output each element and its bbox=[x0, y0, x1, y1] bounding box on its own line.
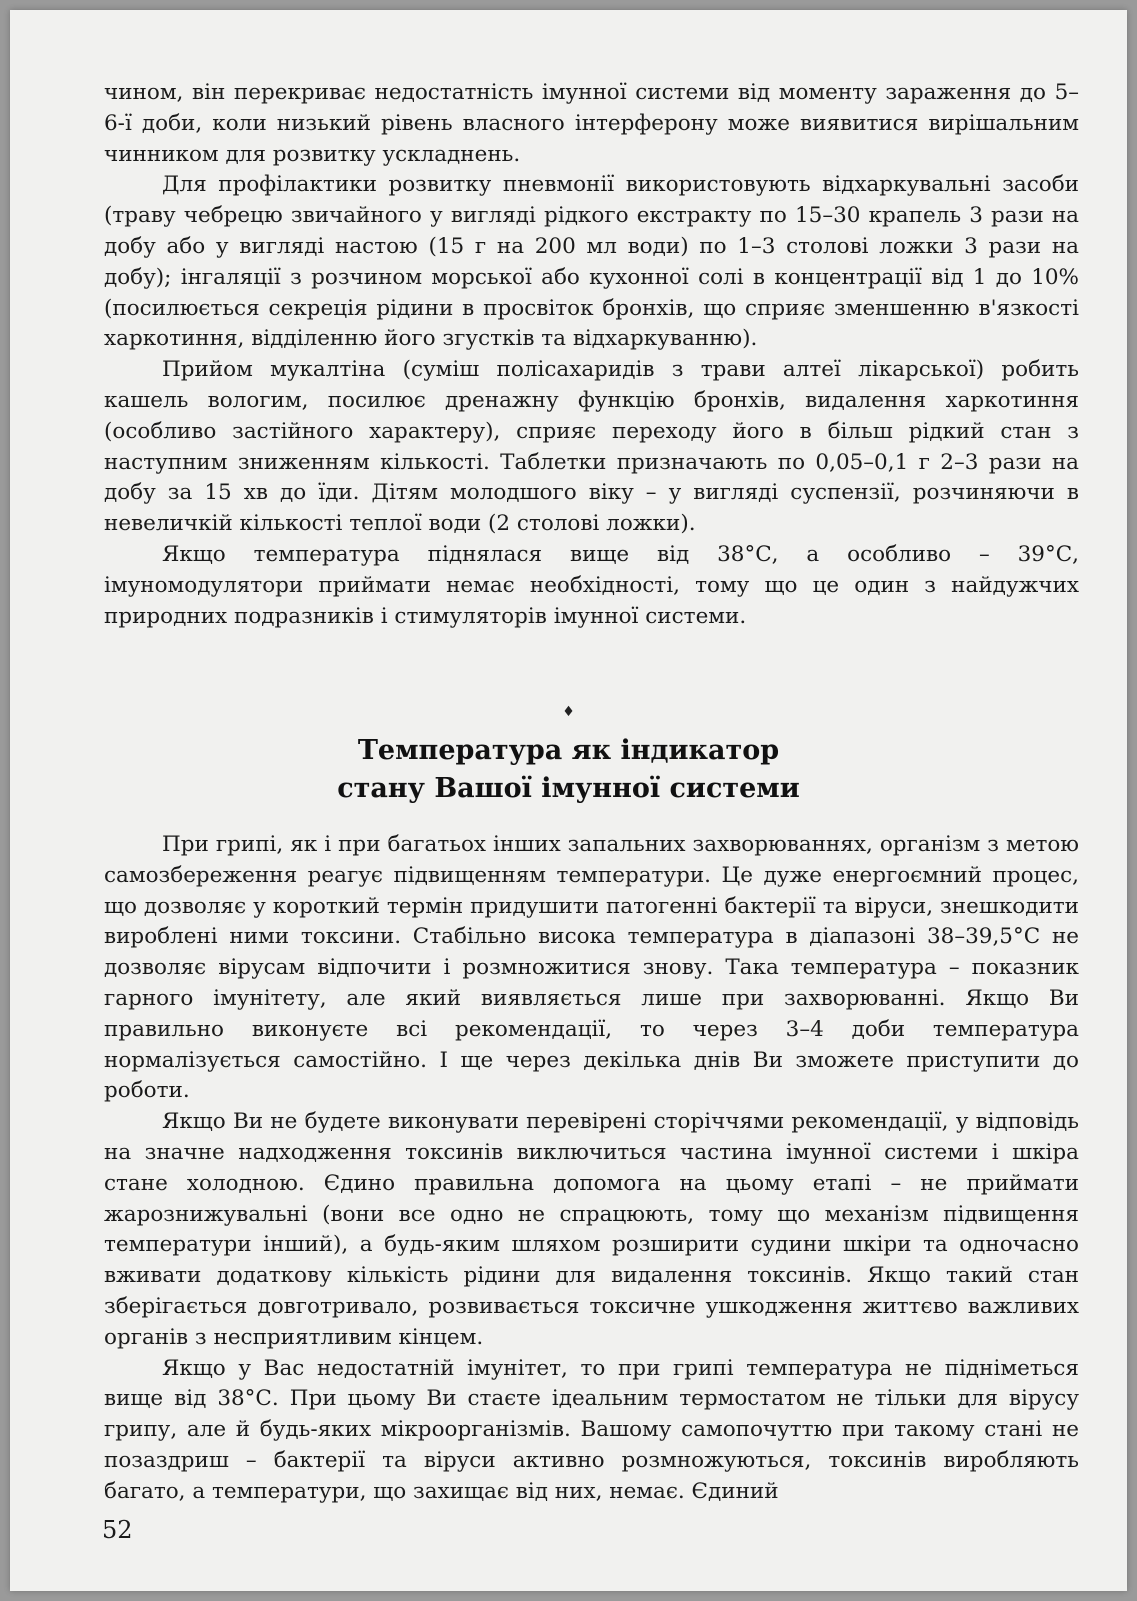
paragraph-pneumonia-prevention: Для профілактики розвитку пневмонії використовують відхаркувальні засоби (траву чебрецю звичайного у вигляді рідкого екстракту по 15–30 крапель 3 рази на добу або у вигляді настою (15 г на 200 мл води) по 1–3 столові ложки 3 рази на добу); інгаляції з розчином морської або кухонної солі в концентрації від 1 до 10% (посилюється секреція рідини в просвіток бронхів, що сприяє зменшенню в'язкості харкотиння, відділенню його згустків та відхаркуванню). bbox=[104, 172, 1079, 352]
section-heading bbox=[10, 732, 1127, 808]
paragraph-weak-immunity: Якщо у Вас недостатній імунітет, то при грипі температура не підніметься вище від 38°С. При цьому Ви стаєте ідеальним термостатом не тільки для вірусу грипу, але й будь-яких мікроорганізмів. Вашому самопочуттю при такому стані не позаздриш – бактерії та віруси активно розмножуються, токсинів виробляють багато, а температури, що захищає від них, немає. Єдиний bbox=[104, 1355, 1079, 1504]
section-heading-line-2: стану Вашої імунної системи bbox=[337, 773, 800, 804]
paragraph-fever-response: При грипі, як і при багатьох інших запальних захворюваннях, організм з метою самозбереження реагує підвищенням температури. Це дуже енергоємний процес, що дозволяє у короткий термін придушити патогенні бактерії та віруси, знешкодити вироблені ними токсини. Стабільно висока температура в діапазоні 38–39,5°С не дозволяє вірусам відпочити і розмножитися знову. Така температура – показник гарного імунітету, але який виявляється лише при захворюванні. Якщо Ви правильно виконуєте всі рекомендації, то через 3–4 доби температура нормалізується самостійно. І ще через декілька днів Ви зможете приступити до роботи. bbox=[104, 832, 1079, 1104]
top-text-block bbox=[104, 78, 1079, 632]
paragraph-high-temperature: Якщо температура піднялася вище від 38°С, а особливо – 39°С, імуномодулятори приймати немає необхідності, тому що це один з найдужчих природних подразників і стимуляторів імунної системи. bbox=[104, 541, 1079, 629]
paragraph-continuation: чином, він перекриває недостатність імунної системи від моменту зараження до 5–6-ї доби, коли низький рівень власного інтерферону може виявитися вирішальним чинником для розвитку ускладнень. bbox=[104, 80, 1079, 167]
book-page bbox=[10, 10, 1127, 1591]
section-ornament-icon: ♦ bbox=[562, 704, 575, 720]
page-number: 52 bbox=[102, 1516, 133, 1544]
section-heading-line-1: Температура як індикатор bbox=[357, 735, 780, 766]
paragraph-mucaltin: Прийом мукалтіна (суміш полісахаридів з трави алтеї лікарської) робить кашель вологим, посилює дренажну функцію бронхів, видалення харкотиння (особливо застійного характеру), сприяє переходу його в більш рідкий стан з наступним зниженням кількості. Таблетки призначають по 0,05–0,1 г 2–3 рази на добу за 15 хв до їди. Дітям молодшого віку – у вигляді суспензії, розчиняючи в невеличкій кількості теплої води (2 столові ложки). bbox=[104, 357, 1079, 537]
bottom-text-block bbox=[104, 830, 1079, 1508]
paragraph-cold-skin: Якщо Ви не будете виконувати перевірені сторіччями рекомендації, у відповідь на значне надходження токсинів виключиться частина імунної системи і шкіра стане холодною. Єдино правильна допомога на цьому етапі – не приймати жарознижувальні (вони все одно не спрацюють, тому що механізм підвищення температури інший), а будь-яким шляхом розширити судини шкіри та одночасно вживати додаткову кількість рідини для видалення токсинів. Якщо такий стан зберігається довготривало, розвивається токсичне ушкодження життєво важливих органів з несприятливим кінцем. bbox=[104, 1109, 1079, 1350]
